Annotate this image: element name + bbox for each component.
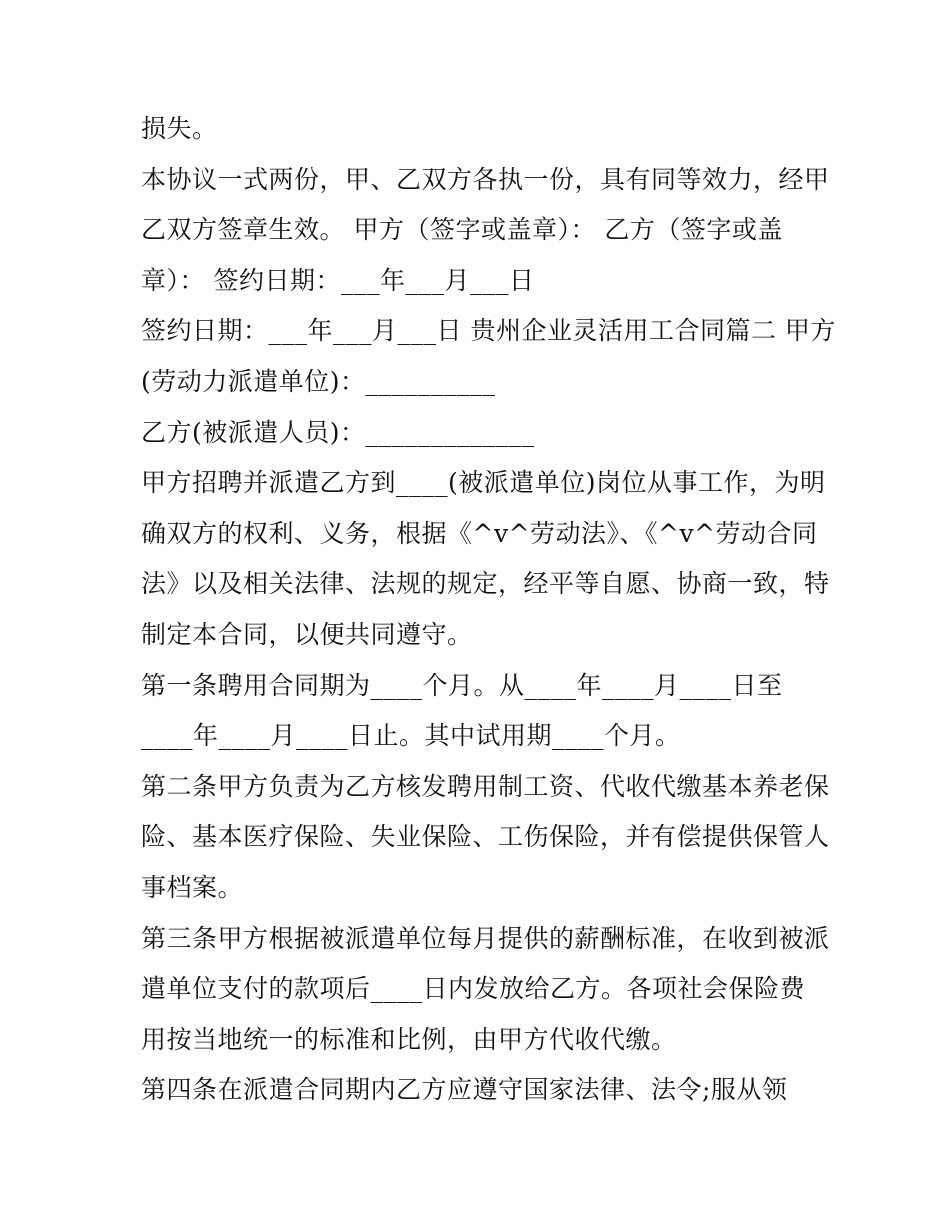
- text-line: 确双方的权利、义务，根据《^v^劳动法》、《^v^劳动合同: [141, 518, 818, 548]
- text-line: 乙双方签章生效。 甲方（签字或盖章）： 乙方（签字或盖: [141, 215, 783, 245]
- text-line: 制定本合同，以便共同遵守。: [141, 619, 473, 649]
- text-line: 第三条甲方根据被派遣单位每月提供的薪酬标准，在收到被派: [141, 923, 830, 953]
- text-line: 第一条聘用合同期为____个月。从____年____月____日至: [141, 670, 783, 700]
- text-line: ____年____月____日止。其中试用期____个月。: [141, 721, 681, 751]
- text-line: 法》以及相关法律、法规的规定，经平等自愿、协商一致，特: [141, 569, 830, 599]
- text-line: 签约日期：___年___月___日 贵州企业灵活用工合同篇二 甲方: [141, 316, 836, 346]
- text-line: 险、基本医疗保险、失业保险、工伤保险，并有偿提供保管人: [141, 822, 830, 852]
- text-line: 章）： 签约日期：___年___月___日: [141, 265, 535, 295]
- text-line: (劳动力派遣单位)：__________: [141, 366, 496, 396]
- text-line: 甲方招聘并派遣乙方到____(被派遣单位)岗位从事工作，为明: [141, 468, 826, 498]
- text-line: 第二条甲方负责为乙方核发聘用制工资、代收代缴基本养老保: [141, 771, 830, 801]
- text-line: 本协议一式两份，甲、乙双方各执一份，具有同等效力，经甲: [141, 164, 830, 194]
- text-line: 损失。: [141, 114, 218, 143]
- contract-text-body: [141, 104, 836, 1116]
- text-line: 遣单位支付的款项后____日内发放给乙方。各项社会保险费: [141, 974, 806, 1004]
- text-line: 第四条在派遣合同期内乙方应遵守国家法律、法令;服从领: [141, 1075, 788, 1105]
- text-line: 用按当地统一的标准和比例，由甲方代收代缴。: [141, 1024, 677, 1054]
- text-line: 事档案。: [141, 872, 244, 902]
- text-line: 乙方(被派遣人员)：_____________: [141, 417, 535, 447]
